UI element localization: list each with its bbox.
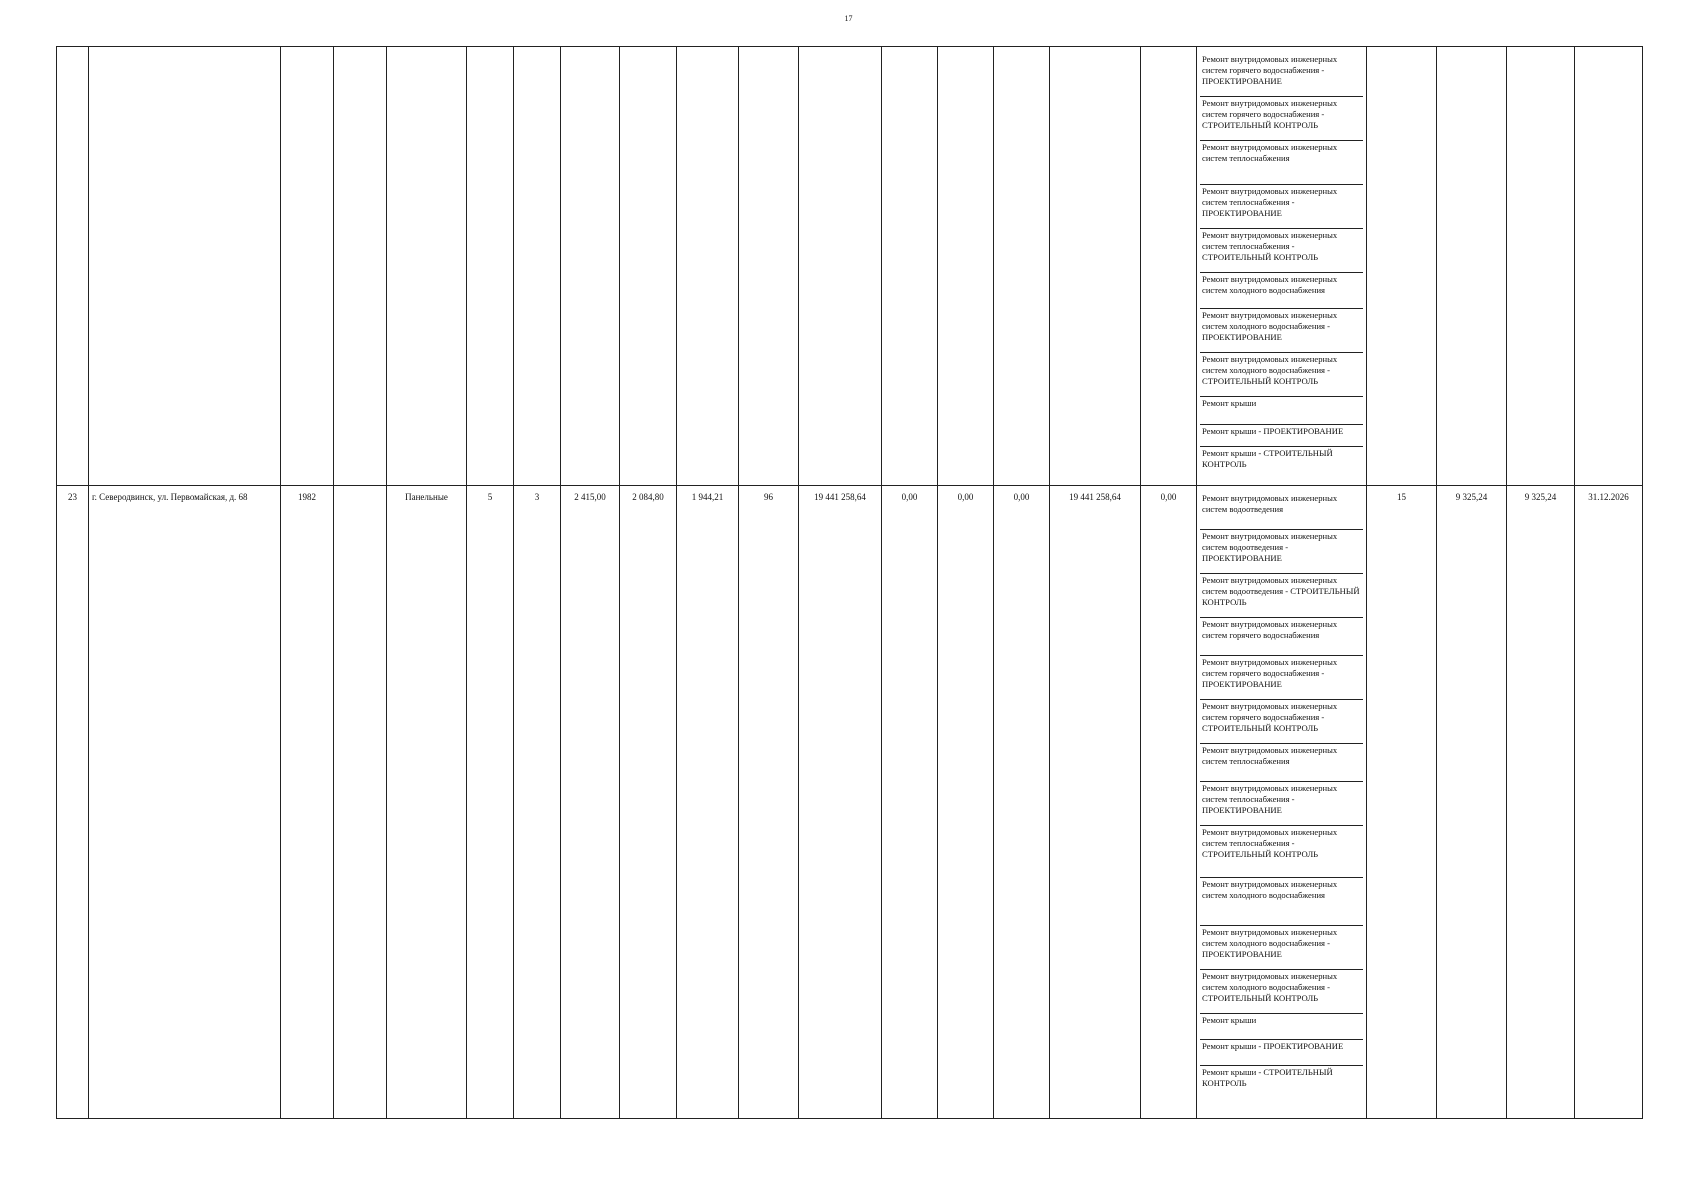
cell-empty: [994, 47, 1050, 486]
work-item: Ремонт внутридомовых инженерных систем горячего водоснабжения - ПРОЕКТИРОВАНИЕ: [1200, 53, 1363, 97]
cell-commissioning: [334, 486, 387, 1119]
work-item: Ремонт внутридомовых инженерных систем горячего водоснабжения - СТРОИТЕЛЬНЫЙ КОНТРОЛЬ: [1200, 97, 1363, 141]
cell-empty: [739, 47, 799, 486]
work-item: Ремонт внутридомовых инженерных систем холодного водоснабжения: [1200, 878, 1363, 926]
work-item: Ремонт внутридомовых инженерных систем холодного водоснабжения: [1200, 273, 1363, 309]
cell-empty: [677, 47, 739, 486]
work-item: Ремонт внутридомовых инженерных систем водоотведения - ПРОЕКТИРОВАНИЕ: [1200, 530, 1363, 574]
works-cell-continued: [1197, 47, 1367, 486]
cell-empty: [57, 47, 89, 486]
cell-empty: [561, 47, 620, 486]
cell-address: г. Северодвинск, ул. Первомайская, д. 68: [89, 486, 281, 1119]
cell-unit-count: 15: [1367, 486, 1437, 1119]
work-item: Ремонт внутридомовых инженерных систем холодного водоснабжения - ПРОЕКТИРОВАНИЕ: [1200, 926, 1363, 970]
work-item: Ремонт внутридомовых инженерных систем холодного водоснабжения - СТРОИТЕЛЬНЫЙ КОНТРОЛЬ: [1200, 353, 1363, 397]
work-item: Ремонт внутридомовых инженерных систем горячего водоснабжения - ПРОЕКТИРОВАНИЕ: [1200, 656, 1363, 700]
cell-empty: [938, 47, 994, 486]
cell-empty: [1507, 47, 1575, 486]
cell-empty: [1141, 47, 1197, 486]
works-cell-23: [1197, 486, 1367, 1119]
cell-empty: [882, 47, 938, 486]
work-item: Ремонт внутридомовых инженерных систем холодного водоснабжения - СТРОИТЕЛЬНЫЙ КОНТРОЛЬ: [1200, 970, 1363, 1014]
work-item: Ремонт внутридомовых инженерных систем теплоснабжения: [1200, 141, 1363, 185]
work-item: Ремонт крыши - СТРОИТЕЛЬНЫЙ КОНТРОЛЬ: [1202, 1067, 1333, 1088]
cell-total-cost: 19 441 258,64: [799, 486, 882, 1119]
cell-empty: [334, 47, 387, 486]
cell-max-unit-cost: 9 325,24: [1507, 486, 1575, 1119]
cell-living-area: 2 084,80: [620, 486, 677, 1119]
cell-owned-area: 1 944,21: [677, 486, 739, 1119]
cell-residents: 96: [739, 486, 799, 1119]
work-item: Ремонт внутридомовых инженерных систем горячего водоснабжения - СТРОИТЕЛЬНЫЙ КОНТРОЛЬ: [1200, 700, 1363, 744]
work-item: Ремонт крыши - ПРОЕКТИРОВАНИЕ: [1200, 1040, 1363, 1066]
cell-empty: [281, 47, 334, 486]
cell-empty: [1050, 47, 1141, 486]
cell-total-area: 2 415,00: [561, 486, 620, 1119]
cell-unit-cost: 9 325,24: [1437, 486, 1507, 1119]
address-program-table: [56, 46, 1643, 1119]
work-item: Ремонт крыши - ПРОЕКТИРОВАНИЕ: [1200, 425, 1363, 447]
cell-empty: [799, 47, 882, 486]
cell-floors: 5: [467, 486, 514, 1119]
work-item: Ремонт крыши: [1200, 397, 1363, 425]
cell-fund-federal: 0,00: [882, 486, 938, 1119]
cell-empty: [467, 47, 514, 486]
work-item: Ремонт крыши - СТРОИТЕЛЬНЫЙ КОНТРОЛЬ: [1202, 448, 1333, 469]
work-item: Ремонт внутридомовых инженерных систем теплоснабжения - СТРОИТЕЛЬНЫЙ КОНТРОЛЬ: [1200, 229, 1363, 273]
table-row-continued: [57, 47, 1643, 486]
work-item: Ремонт внутридомовых инженерных систем теплоснабжения: [1200, 744, 1363, 782]
cell-empty: [620, 47, 677, 486]
work-item: Ремонт внутридомовых инженерных систем теплоснабжения - ПРОЕКТИРОВАНИЕ: [1200, 185, 1363, 229]
work-item: Ремонт внутридомовых инженерных систем холодного водоснабжения - ПРОЕКТИРОВАНИЕ: [1200, 309, 1363, 353]
cell-empty: [514, 47, 561, 486]
works-table: [56, 46, 1643, 1119]
work-item: Ремонт внутридомовых инженерных систем горячего водоснабжения: [1200, 618, 1363, 656]
cell-fund-other: 0,00: [1141, 486, 1197, 1119]
cell-year: 1982: [281, 486, 334, 1119]
cell-empty: [89, 47, 281, 486]
work-item: Ремонт внутридомовых инженерных систем теплоснабжения - СТРОИТЕЛЬНЫЙ КОНТРОЛЬ: [1200, 826, 1363, 878]
cell-wall-material: Панельные: [387, 486, 467, 1119]
cell-fund-regional: 0,00: [938, 486, 994, 1119]
cell-empty: [1437, 47, 1507, 486]
cell-entrances: 3: [514, 486, 561, 1119]
cell-fund-owners: 19 441 258,64: [1050, 486, 1141, 1119]
cell-empty: [1367, 47, 1437, 486]
work-item: Ремонт внутридомовых инженерных систем теплоснабжения - ПРОЕКТИРОВАНИЕ: [1200, 782, 1363, 826]
cell-empty: [387, 47, 467, 486]
cell-fund-local: 0,00: [994, 486, 1050, 1119]
cell-index: 23: [57, 486, 89, 1119]
table-row-23: [57, 486, 1643, 1119]
work-item: Ремонт крыши: [1200, 1014, 1363, 1040]
work-item: Ремонт внутридомовых инженерных систем водоотведения - СТРОИТЕЛЬНЫЙ КОНТРОЛЬ: [1200, 574, 1363, 618]
page-number: 17: [844, 14, 853, 23]
work-item: Ремонт внутридомовых инженерных систем водоотведения: [1200, 492, 1363, 530]
cell-deadline: 31.12.2026: [1575, 486, 1643, 1119]
cell-empty: [1575, 47, 1643, 486]
